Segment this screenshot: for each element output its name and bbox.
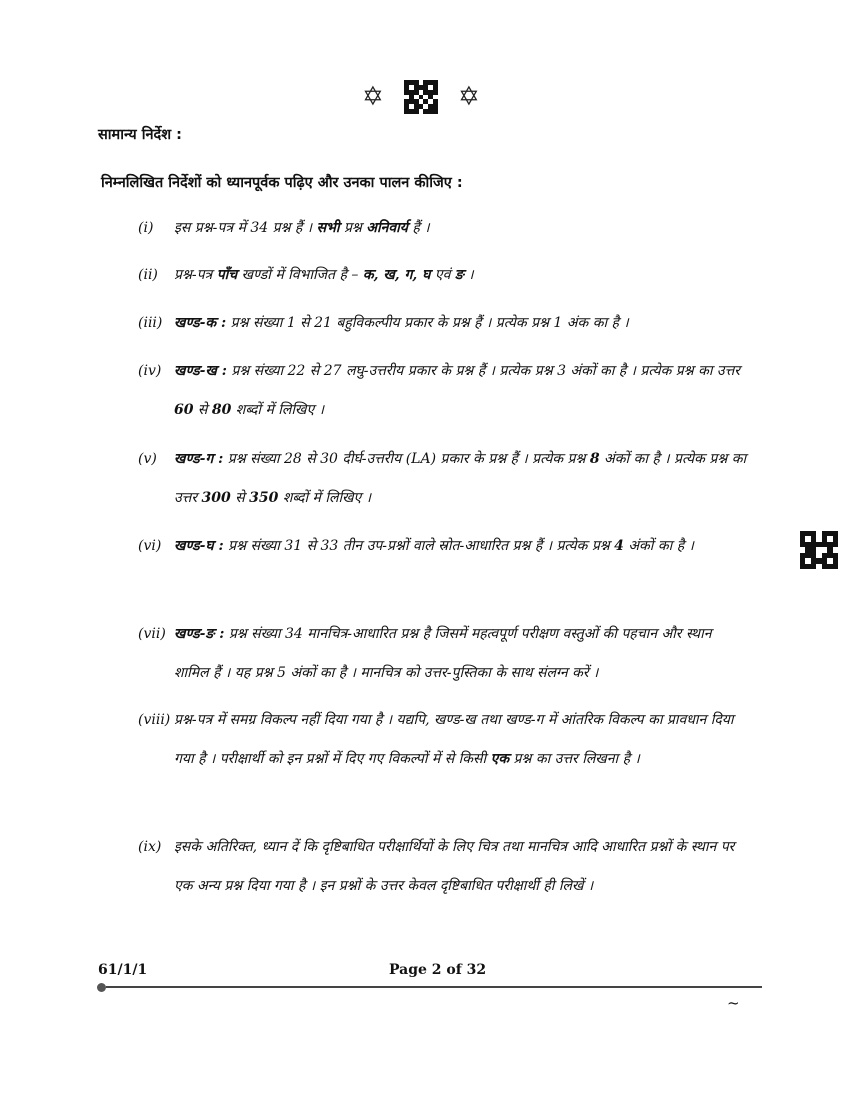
- item-number: (vii): [138, 626, 166, 642]
- tilde-mark: ~: [727, 994, 740, 1012]
- item-number: (v): [138, 451, 157, 467]
- instruction-item-6: [138, 527, 748, 566]
- item-text: खण्ड-ग : प्रश्न संख्या 28 से 30 दीर्घ-उत्तरीय (LA) प्रकार के प्रश्न हैं । प्रत्येक प्रश्न 8 अंकों का है । प्रत्येक प्रश्न का उत्तर 300 से 350 शब्दों में लिखिए ।: [174, 451, 747, 506]
- instruction-item-1: [138, 209, 748, 248]
- item-number: (ix): [138, 839, 162, 855]
- qr-code-icon: [404, 80, 438, 114]
- star-of-david-icon-right: ✡: [458, 82, 480, 112]
- item-text: इसके अतिरिक्त, ध्यान दें कि दृष्टिबाधित परीक्षार्थियों के लिए चित्र तथा मानचित्र आदि आधारित प्रश्नों के स्थान पर एक अन्य प्रश्न दिया गया है । इन प्रश्नों के उत्तर केवल दृष्टिबाधित परीक्षार्थी ही लिखें ।: [174, 839, 735, 894]
- footer-rule: [106, 986, 762, 988]
- item-text: प्रश्न-पत्र में समग्र विकल्प नहीं दिया गया है । यद्यपि, खण्ड-ख तथा खण्ड-ग में आंतरिक विकल्प का प्रावधान दिया गया है । परीक्षार्थी को इन प्रश्नों में दिए गए विकल्पों में से किसी एक प्रश्न का उत्तर लिखना है ।: [174, 712, 734, 767]
- item-number: (iv): [138, 363, 162, 379]
- general-instructions-heading: सामान्य निर्देश :: [98, 127, 182, 143]
- item-number: (i): [138, 220, 154, 236]
- instruction-item-8: [138, 701, 748, 779]
- footer-rule-dot: [97, 983, 106, 992]
- item-number: (viii): [138, 712, 171, 728]
- item-text: खण्ड-ङ : प्रश्न संख्या 34 मानचित्र-आधारित प्रश्न है जिसमें महत्वपूर्ण परीक्षण वस्तुओं की पहचान और स्थान शामिल हैं । यह प्रश्न 5 अंकों का है । मानचित्र को उत्तर-पुस्तिका के साथ संलग्न करें ।: [174, 626, 712, 681]
- instruction-item-7: [138, 615, 748, 693]
- item-number: (iii): [138, 315, 163, 331]
- side-qr-code-icon: [800, 531, 838, 569]
- instruction-item-9: [138, 828, 748, 906]
- item-text: खण्ड-ख : प्रश्न संख्या 22 से 27 लघु-उत्तरीय प्रकार के प्रश्न हैं । प्रत्येक प्रश्न 3 अंकों का है । प्रत्येक प्रश्न का उत्तर 60 से 80 शब्दों में लिखिए ।: [174, 363, 740, 418]
- item-text: खण्ड-घ : प्रश्न संख्या 31 से 33 तीन उप-प्रश्नों वाले स्रोत-आधारित प्रश्न हैं । प्रत्येक प्रश्न 4 अंकों का है ।: [174, 538, 694, 554]
- instruction-item-4: [138, 352, 748, 430]
- item-number: (vi): [138, 538, 162, 554]
- page-number: Page 2 of 32: [389, 962, 487, 978]
- item-text: खण्ड-क : प्रश्न संख्या 1 से 21 बहुविकल्पीय प्रकार के प्रश्न हैं । प्रत्येक प्रश्न 1 अंक का है ।: [174, 315, 629, 331]
- item-text: प्रश्न-पत्र पाँच खण्डों में विभाजित है – क, ख, ग, घ एवं ङ ।: [174, 267, 474, 283]
- item-text: इस प्रश्न-पत्र में 34 प्रश्न हैं । सभी प्रश्न अनिवार्य हैं ।: [174, 220, 430, 236]
- intro-line: निम्नलिखित निर्देशों को ध्यानपूर्वक पढ़िए और उनका पालन कीजिए :: [101, 175, 463, 191]
- item-number: (ii): [138, 267, 158, 283]
- instruction-item-5: [138, 440, 748, 518]
- instruction-item-3: [138, 304, 748, 343]
- instruction-item-2: [138, 256, 748, 295]
- star-of-david-icon-left: ✡: [362, 82, 384, 112]
- paper-code: 61/1/1: [98, 962, 148, 978]
